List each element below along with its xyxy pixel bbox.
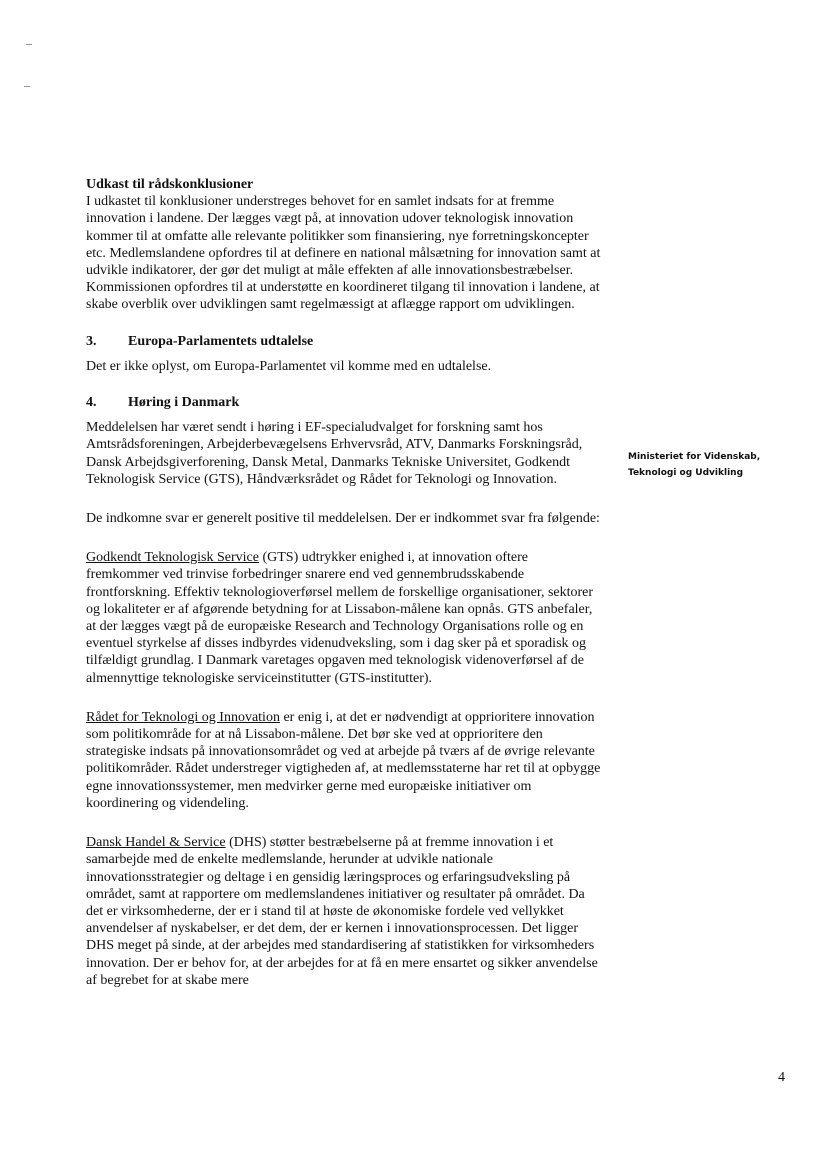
- section-title: [86, 394, 604, 411]
- section-paragraph: De indkomne svar er generelt positive til meddelelsen. Der er indkommet svar fra følgende:: [86, 511, 600, 527]
- organization-name: Dansk Handel & Service: [86, 835, 226, 851]
- section-number: 4.: [86, 395, 97, 411]
- section-paragraph: Meddelelsen har været sendt i høring i EF-specialudvalget for forskning samt hos Amtsrådsforeningen, Arbejderbevægelsens Erhvervsråd, ATV, Danmarks Forskningsråd, Dansk Arbejdsgiverforening, Dansk Metal, Danmarks Tekniske Universitet, Godkendt Teknologisk Service (GTS), Håndværksrådet og Rådet for Teknologi og Innovation.: [86, 420, 583, 487]
- section-draft-conclusions: [86, 176, 604, 314]
- response-paragraph: [86, 549, 604, 687]
- responses-intro: [86, 510, 604, 527]
- response-dhs: [86, 834, 604, 989]
- section-paragraph: Det er ikke oplyst, om Europa-Parlamentet vil komme med en udtalelse.: [86, 358, 492, 374]
- organization-name: Rådet for Teknologi og Innovation: [86, 709, 280, 725]
- response-text: (DHS) støtter bestræbelserne på at fremme innovation i et samarbejde med de enkelte medlemslande, herunder at udvikle nationale innovationsstrategier og deltage i en gensidig læringsproces og erfaringsudveksling på området, samt at rapportere om medlemslandenes initiativer og resultater på området. Da det er virksomhederne, der er i stand til at høste de økonomiske fordele ved vellykket anvendelser af nyskabelser, er det dem, der er kernen i innovationsprocessen. Det ligger DHS meget på sinde, at der arbejdes med standardisering af statistikken for virksomheders innovation. Der er behov for, at der arbejdes for at få en mere ensartet og sikker anvendelse af begrebet for at skabe mere: [86, 835, 598, 988]
- response-rti: [86, 709, 604, 812]
- ministry-sidenote: [628, 449, 818, 481]
- response-paragraph: [86, 709, 604, 812]
- response-text: (GTS) udtrykker enighed i, at innovation oftere fremkommer ved trinvise forbedringer snarere end ved gennembrudsskabende frontforskning. Effektiv teknologioverførsel mellem de forskellige organisationer, sektorer og lokaliteter er af afgørende betydning for at Lissabon-målene kan opnås. GTS anbefaler, at der lægges vægt på de europæiske Research and Technology Organisations rolle og en eventuel styrkelse af disses indbyrdes videnudveksling, som i dag sker på et sporadisk og tilfældigt grundlag. I Danmark varetages opgaven med teknologisk videnoverførsel af de almennyttige teknologiske serviceinstitutter (GTS-institutter).: [86, 550, 594, 686]
- section-paragraph: I udkastet til konklusioner understreges behovet for en samlet indsats for at fremme innovation i landene. Der lægges vægt på, at innovation udover teknologisk innovation kommer til at omfatte alle relevante politikker som finansiering, nye forretningskoncepter etc. Medlemslandene opfordres til at definere en national målsætning for innovation samt at udvikle indikatorer, der gør det muligt at måle effekten af alle innovationsbestræbelser. Kommissionen opfordres til at understøtte en koordineret tilgang til innovation i landene, at skabe overblik over udviklingen samt regelmæssigt at aflægge rapport om udviklingen.: [86, 194, 601, 313]
- organization-name: Godkendt Teknologisk Service: [86, 550, 259, 566]
- response-paragraph: [86, 834, 604, 989]
- section-4: [86, 394, 604, 488]
- response-text: er enig i, at det er nødvendigt at opprioritere innovation som politikområde for at nå Lissabon-målene. Det bør ske ved at opprioritere den strategiske indsats på innovationsområdet og ved at arbejde på tværs af de øvrige relevante politikområder. Rådet understreger vigtigheden af, at medlemsstaterne har ret til at opbygge egne innovationssystemer, men medvirker gerne med europæiske initiativer om koordinering og videndeling.: [86, 709, 601, 811]
- scan-mark: [26, 44, 32, 45]
- sidenote-line: Teknologi og Udvikling: [628, 468, 744, 478]
- page-number: 4: [778, 1070, 785, 1085]
- document-body: [86, 176, 604, 1008]
- response-gts: [86, 549, 604, 687]
- sidenote-line: Ministeriet for Videnskab,: [628, 452, 761, 462]
- scan-mark: [24, 86, 30, 87]
- section-heading: Udkast til rådskonklusioner: [86, 177, 254, 192]
- section-3: [86, 333, 604, 375]
- section-title-text: Høring i Danmark: [128, 395, 240, 411]
- section-title-text: Europa-Parlamentets udtalelse: [128, 333, 314, 349]
- section-number: 3.: [86, 333, 97, 349]
- section-title: [86, 333, 604, 350]
